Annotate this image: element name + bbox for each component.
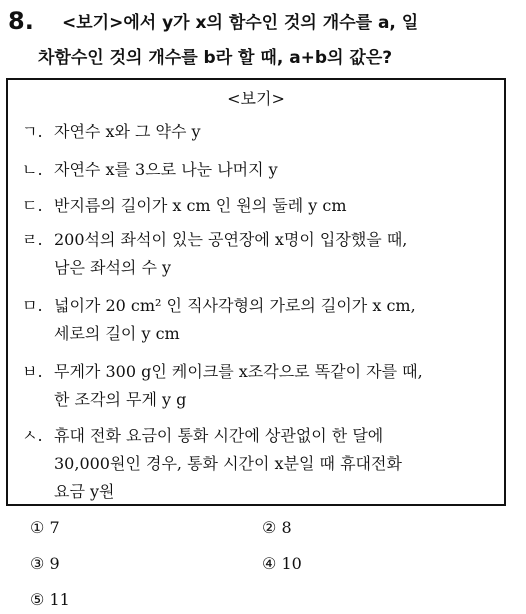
item-text-line: 남은 좌석의 수 y	[54, 258, 172, 277]
example-box	[6, 78, 506, 506]
example-box-title: <보기>	[227, 89, 285, 108]
example-item-giyeok	[22, 118, 492, 146]
item-text-line: 30,000원인 경우, 통화 시간이 x분일 때 휴대전화	[54, 454, 402, 473]
example-item-nieun	[22, 156, 492, 184]
example-item-bieup	[22, 358, 492, 414]
item-marker: ㅅ.	[22, 426, 43, 445]
item-text-line: 무게가 300 g인 케이크를 x조각으로 똑같이 자를 때,	[54, 362, 423, 381]
choice-mark: ⑤	[30, 590, 45, 609]
example-item-digeut	[22, 192, 492, 220]
item-text-line: 휴대 전화 요금이 통화 시간에 상관없이 한 달에	[54, 426, 384, 445]
item-text-line: 세로의 길이 y cm	[54, 324, 180, 343]
item-text-line: 한 조각의 무게 y g	[54, 390, 187, 409]
choice-value: 10	[281, 554, 302, 573]
question-text-line-1: <보기>에서 y가 x의 함수인 것의 개수를 a, 일	[62, 13, 419, 33]
choice-3[interactable]	[30, 552, 60, 576]
choice-mark: ③	[30, 554, 45, 573]
item-text-line: 자연수 x와 그 약수 y	[54, 122, 201, 141]
example-item-mieum	[22, 292, 492, 348]
item-text-line: 200석의 좌석이 있는 공연장에 x명이 입장했을 때,	[54, 230, 408, 249]
choice-value: 8	[281, 518, 292, 537]
item-text-line: 반지름의 길이가 x cm 인 원의 둘레 y cm	[54, 196, 347, 215]
example-item-rieul	[22, 226, 492, 282]
item-marker: ㅂ.	[22, 362, 43, 381]
choice-5[interactable]	[30, 588, 70, 612]
item-marker: ㅁ.	[22, 296, 43, 315]
item-text-line: 넓이가 20 cm² 인 직사각형의 가로의 길이가 x cm,	[54, 296, 416, 315]
item-text-line: 요금 y원	[54, 482, 115, 501]
item-marker: ㄹ.	[22, 230, 43, 249]
question-text-line-2: 차함수인 것의 개수를 b라 할 때, a+b의 값은?	[38, 48, 393, 68]
choice-value: 9	[49, 554, 60, 573]
question-number: 8.	[8, 7, 34, 35]
choice-value: 11	[49, 590, 70, 609]
choice-1[interactable]	[30, 516, 60, 540]
choice-mark: ④	[262, 554, 277, 573]
item-marker: ㄱ.	[22, 122, 43, 141]
choice-mark: ①	[30, 518, 45, 537]
item-marker: ㄷ.	[22, 196, 43, 215]
example-item-siot	[22, 422, 492, 506]
choice-mark: ②	[262, 518, 277, 537]
choice-4[interactable]	[262, 552, 302, 576]
choice-value: 7	[49, 518, 60, 537]
item-marker: ㄴ.	[22, 160, 43, 179]
choice-2[interactable]	[262, 516, 292, 540]
item-text-line: 자연수 x를 3으로 나눈 나머지 y	[54, 160, 278, 179]
